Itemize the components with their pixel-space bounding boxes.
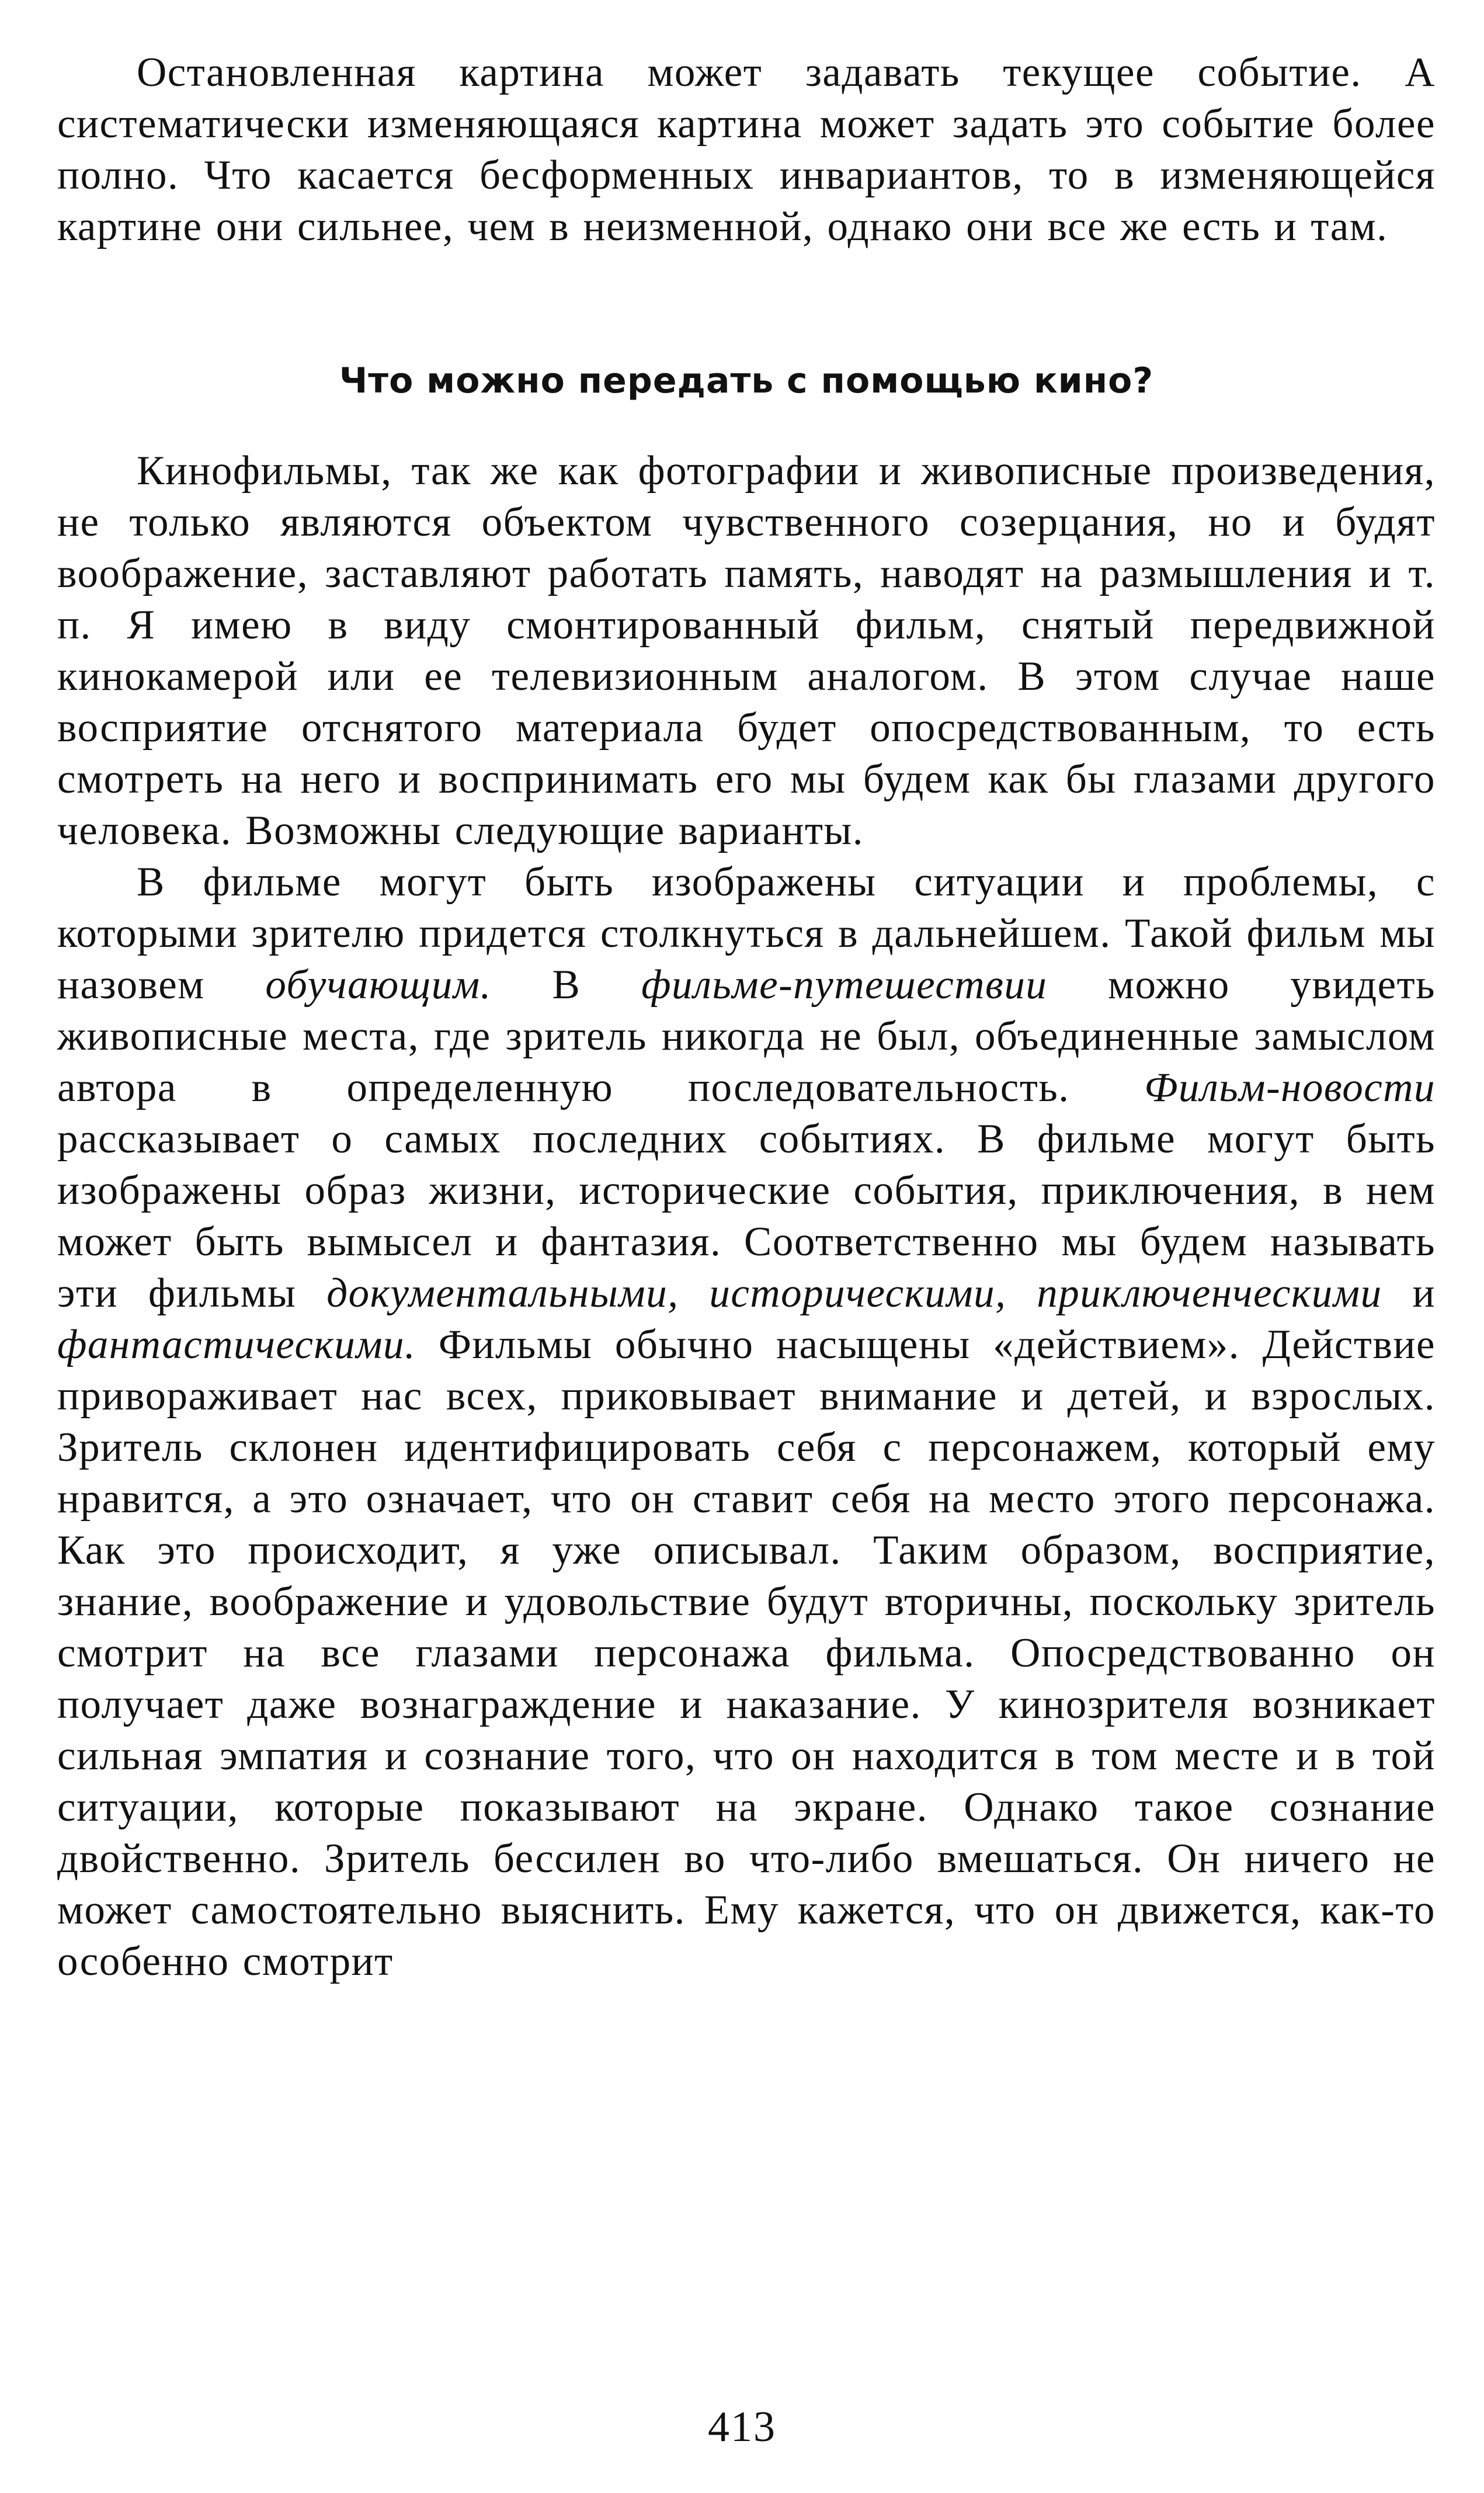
italic-term-fantastic: фантастическими. [57, 1322, 416, 1367]
paragraph-2-text-5: и [1382, 1270, 1436, 1316]
italic-term-genres: документальными, историческими, приключенческими [326, 1270, 1382, 1316]
italic-term-news-film: Фильм-новости [1144, 1065, 1436, 1110]
paragraph-2-text-4: рассказывает о самых последних событиях. В фильме могут быть изображены образ жизни, исторические события, приключения, в нем может быть вымысел и фантазия. Соответственно мы будем называть эти фильмы [57, 1116, 1436, 1316]
paragraph-2 [57, 856, 1436, 1987]
italic-term-training: обучающим. [265, 962, 492, 1008]
paragraph-2-text-1: В фильме могут быть изображены ситуации и проблемы, с которыми зрителю придется столкнуться в дальнейшем. Такой фильм мы назовем [57, 859, 1436, 1008]
paragraph-2-text-2: В [491, 962, 642, 1008]
intro-paragraph: Остановленная картина может задавать текущее событие. А систематически изменяющаяся картина может задать это событие более полно. Что касается бесформенных инвариантов, то в изменяющейся картине они сильнее, чем в неизменной, однако они все же есть и там. [57, 50, 1436, 249]
paragraph-2-text-3: можно увидеть живописные места, где зритель никогда не был, объединенные замыслом автора в определенную последовательность. [57, 962, 1436, 1110]
paragraph-2-text-6: Фильмы обычно насыщены «действием». Действие привораживает нас всех, приковывает внимание и детей, и взрослых. Зритель склонен идентифицировать себя с персонажем, который ему нравится, а это означает, что он ставит себя на место этого персонажа. Как это происходит, я уже описывал. Таким образом, восприятие, знание, воображение и удовольствие будут вторичны, поскольку зритель смотрит на все глазами персонажа фильма. Опосредствованно он получает даже вознаграждение и наказание. У кинозрителя возникает сильная эмпатия и сознание того, что он находится в том месте и в той ситуации, которые показывают на экране. Однако такое сознание двойственно. Зритель бессилен во что-либо вмешаться. Он ничего не может самостоятельно выяснить. Ему кажется, что он движется, как-то особенно смотрит [57, 1322, 1436, 1984]
paragraph-1: Кинофильмы, так же как фотографии и живописные произведения, не только являются объектом чувственного созерцания, но и будят воображение, заставляют работать память, наводят на размышления и т. п. Я имею в виду смонтированный фильм, снятый передвижной кинокамерой или ее телевизионным аналогом. В этом случае наше восприятие отснятого материала будет опосредствованным, то есть смотреть на него и воспринимать его мы будем как бы глазами другого человека. Возможны следующие варианты. [57, 448, 1436, 853]
page-number: 413 [708, 2403, 776, 2451]
section-heading: Что можно передать с помощью кино? [339, 360, 1154, 401]
italic-term-travel-film: фильме-путешествии [641, 962, 1048, 1008]
book-page [57, 35, 1436, 2459]
